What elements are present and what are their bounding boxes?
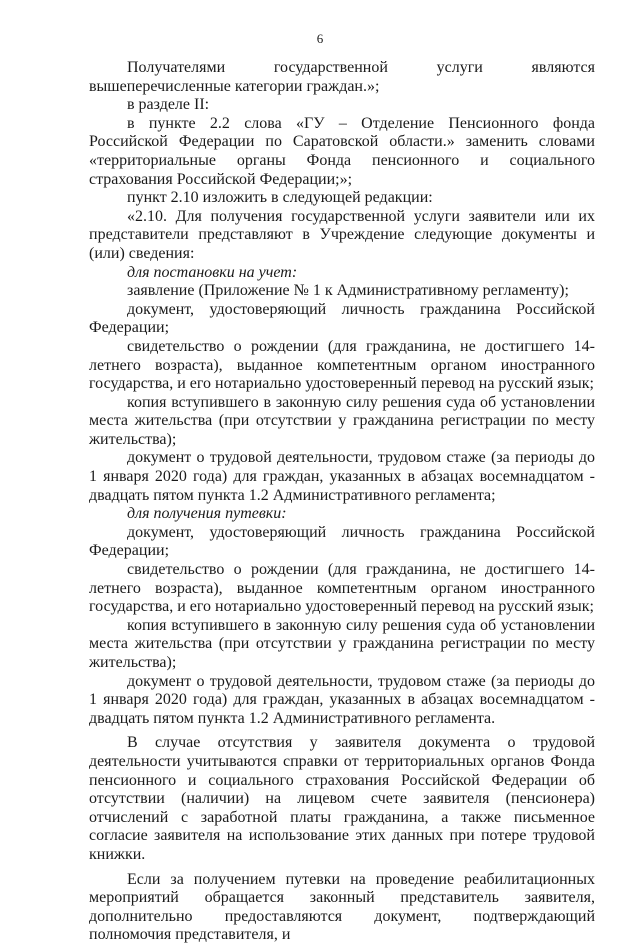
- subheading-voucher: для получения путевки:: [127, 505, 287, 523]
- paragraph-missing-work-record: В случае отсутствия у заявителя документа о трудовой деятельности учитываются справки от территориальных органов Фонда пенсионного и социального страхования Российской Федерации об отсутствии (наличии) на лицевом счете заявителя (пенсионера) отчислений с заработной платы гражданина, а также письменное согласие заявителя на использование этих данных при потере трудовой книжки.: [89, 734, 595, 863]
- paragraph-item-2-10-intro: пункт 2.10 изложить в следующей редакции:: [127, 189, 433, 207]
- paragraph-item-2-2: в пункте 2.2 слова «ГУ – Отделение Пенсионного фонда Российской Федерации по Саратовской области.» заменить словами «территориальные органы Фонда пенсионного и социального страхования Российской Федерации;»;: [89, 114, 595, 188]
- list-item-identity-document: документ, удостоверяющий личность гражданина Российской Федерации;: [89, 300, 595, 337]
- list-item-application: заявление (Приложение № 1 к Административному регламенту);: [127, 282, 569, 300]
- subheading-registration: для постановки на учет:: [127, 263, 298, 281]
- page-number: 6: [316, 31, 324, 46]
- list-item-birth-certificate-2: свидетельство о рождении (для гражданина, не достигшего 14-летнего возраста), выданное компетентным органом иностранного государства, и его нотариально удостоверенный перевод на русский язык;: [89, 561, 595, 616]
- list-item-court-decision-2: копия вступившего в законную силу решения суда об установлении места жительства (при отсутствии у гражданина регистрации по месту жительства);: [89, 616, 595, 671]
- list-item-birth-certificate: свидетельство о рождении (для гражданина, не достигшего 14-летнего возраста), выданное компетентным органом иностранного государства, и его нотариально удостоверенный перевод на русский язык;: [89, 337, 595, 393]
- list-item-identity-document-2: документ, удостоверяющий личность гражданина Российской Федерации;: [89, 523, 595, 560]
- paragraph-item-2-10: «2.10. Для получения государственной услуги заявители или их представители представляют в Учреждение следующие документы и (или) сведения:: [89, 207, 595, 262]
- list-item-work-record-2: документ о трудовой деятельности, трудовом стаже (за периоды до 1 января 2020 года) для граждан, указанных в абзацах восемнадцатом - двадцать пятом пункта 1.2 Административного регламента.: [89, 672, 595, 727]
- paragraph-section-ii: в разделе II:: [127, 96, 210, 114]
- paragraph-recipients: Получателями государственной услуги являются вышеперечисленные категории граждан.»;: [89, 59, 595, 95]
- list-item-work-record: документ о трудовой деятельности, трудовом стаже (за периоды до 1 января 2020 года) для граждан, указанных в абзацах восемнадцатом - двадцать пятом пункта 1.2 Административного регламента;: [89, 449, 595, 504]
- list-item-court-decision: копия вступившего в законную силу решения суда об установлении места жительства (при отсутствии у гражданина регистрации по месту жительства);: [89, 393, 595, 448]
- document-body: [89, 59, 595, 945]
- paragraph-legal-representative: Если за получением путевки на проведение реабилитационных мероприятий обращается законный представитель заявителя, дополнительно предоставляются документ, подтверждающий полномочия представителя, и: [89, 870, 595, 944]
